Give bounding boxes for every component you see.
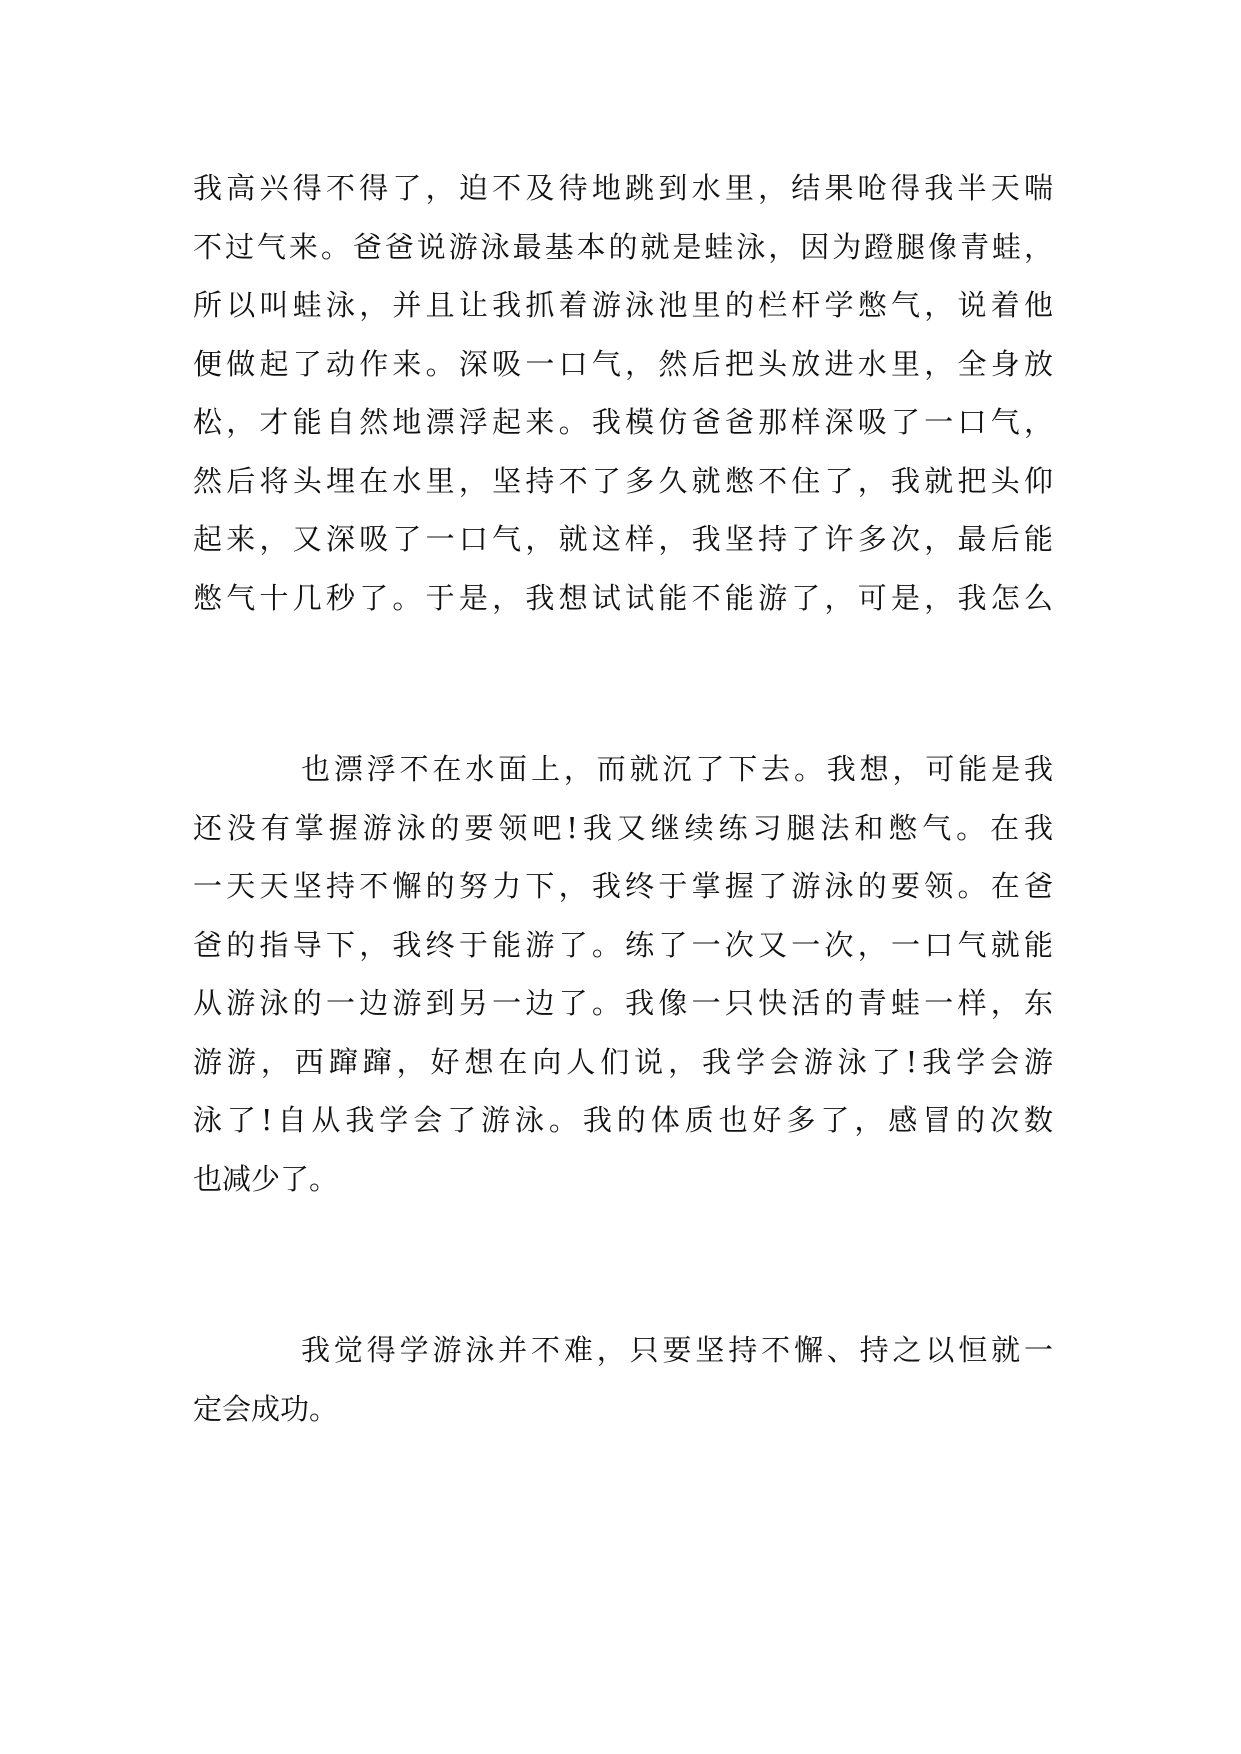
paragraph-1 xyxy=(193,159,1053,627)
paragraph-line: 还没有掌握游泳的要领吧!我又继续练习腿法和憋气。在我 xyxy=(193,810,1053,845)
paragraph-line: 泳了!自从我学会了游泳。我的体质也好多了，感冒的次数 xyxy=(193,1103,1053,1137)
paragraph-line: 从游泳的一边游到另一边了。我像一只快活的青蛙一样，东 xyxy=(193,986,1053,1020)
paragraph-line: 松，才能自然地漂浮起来。我模仿爸爸那样深吸了一口气， xyxy=(193,405,1053,439)
paragraph-line: 所以叫蛙泳，并且让我抓着游泳池里的栏杆学憋气，说着他 xyxy=(193,288,1053,322)
paragraph-line: 爸的指导下，我终于能游了。练了一次又一次，一口气就能 xyxy=(193,927,1053,962)
paragraph-line: 便做起了动作来。深吸一口气，然后把头放进水里，全身放 xyxy=(193,346,1053,381)
paragraph-line: 游游，西蹿蹿，好想在向人们说，我学会游泳了!我学会游 xyxy=(193,1044,1053,1079)
paragraph-line: 我觉得学游泳并不难，只要坚持不懈、持之以恒就一 xyxy=(301,1333,1053,1367)
paragraph-line: 定会成功。 xyxy=(193,1391,339,1426)
paragraph-line: 起来，又深吸了一口气，就这样，我坚持了许多次，最后能 xyxy=(193,522,1053,556)
paragraph-line: 然后将头埋在水里，坚持不了多久就憋不住了，我就把头仰 xyxy=(193,463,1053,498)
paragraph-line: 我高兴得不得了，迫不及待地跳到水里，结果呛得我半天喘 xyxy=(193,171,1053,205)
paragraph-line: 也漂浮不在水面上，而就沉了下去。我想，可能是我 xyxy=(301,752,1053,786)
paragraph-line: 也减少了。 xyxy=(193,1161,339,1196)
paragraph-line: 憋气十几秒了。于是，我想试试能不能游了，可是，我怎么 xyxy=(193,580,1053,615)
paragraph-2 xyxy=(193,740,1053,1208)
paragraph-line: 一天天坚持不懈的努力下，我终于掌握了游泳的要领。在爸 xyxy=(193,869,1053,903)
paragraph-line: 不过气来。爸爸说游泳最基本的就是蛙泳，因为蹬腿像青蛙， xyxy=(193,229,1053,264)
paragraph-3 xyxy=(193,1321,1053,1438)
